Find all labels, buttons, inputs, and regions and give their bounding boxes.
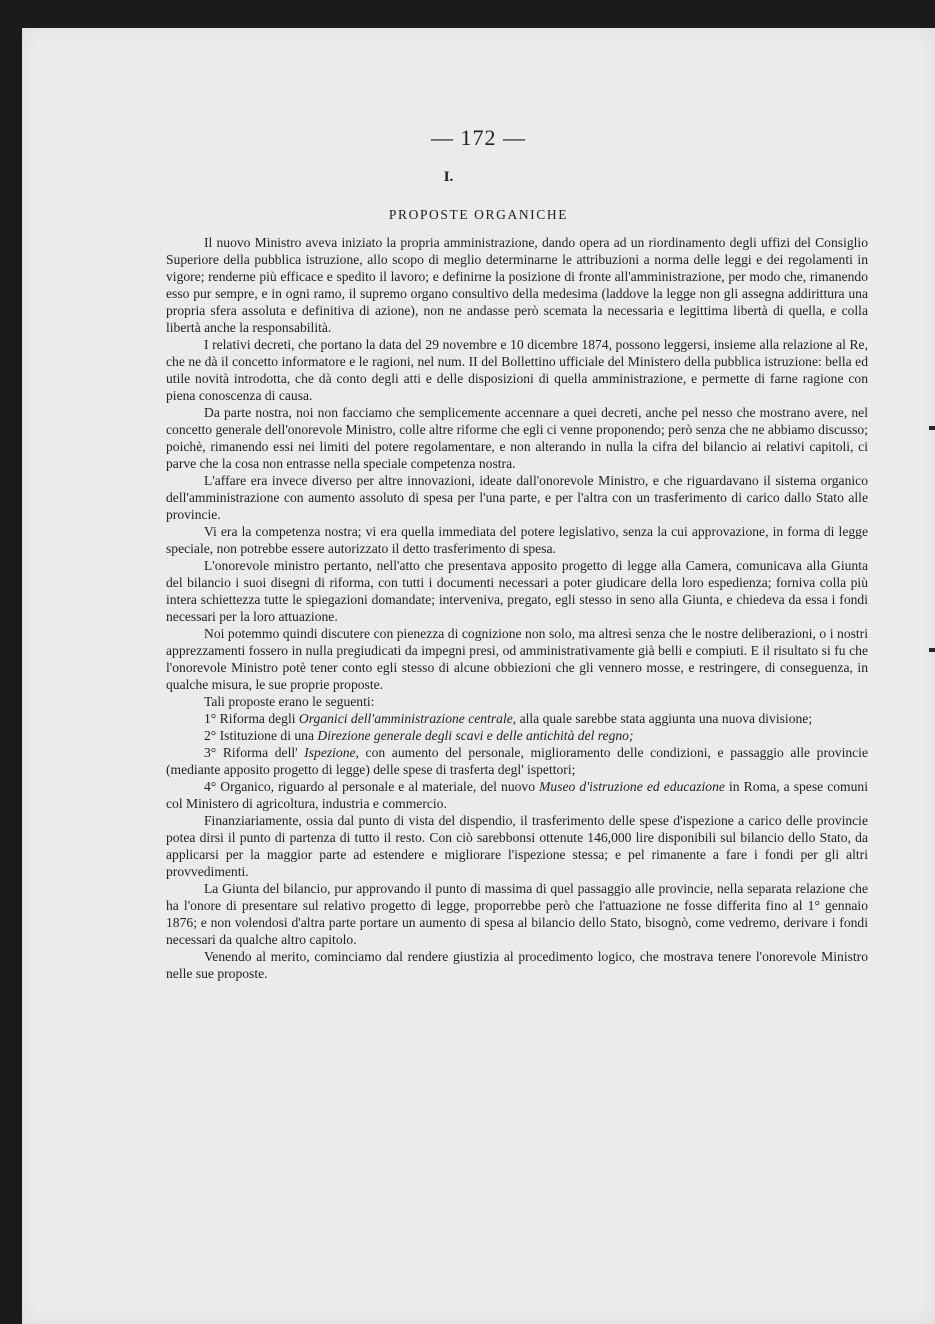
paragraph: L'onorevole ministro pertanto, nell'atto che presentava apposito progetto di legge alla Camera, comunicava alla Giunta del bilancio i suoi disegni di riforma, con tutti i documenti necessari a poter giudicare della loro espedienza; forniva colla più intera schiettezza tutte le spiegazioni domandate; interveniva, pregato, egli stesso in seno alla Giunta, e chiedeva da essa i fondi necessari per la loro attuazione.: [166, 558, 868, 624]
paragraph: Il nuovo Ministro aveva iniziato la propria amministrazione, dando opera ad un riordinamento degli uffizi del Consiglio Superiore della pubblica istruzione, allo scopo di meglio determinarne le attribuzioni a norma delle leggi e dei regolamenti in vigore; renderne più efficace e spedito il lavoro; e definirne la posizione di fronte all'amministrazione, per modo che, rimanendo esso pur sempre, e in ogni ramo, il supremo organo consultivo della medesima (laddove la legge non gli assegna addirittura una propria sfera assoluta e definitiva di azione), non ne andasse però scemata la necessaria e legittima libertà di quella, e colla libertà anche la responsabilità.: [166, 235, 868, 335]
list-item: 4° Organico, riguardo al personale e al materiale, del nuovo Museo d'istruzione ed educazione in Roma, a spese comuni col Ministero di agricoltura, industria e commercio.: [166, 779, 868, 811]
paragraph: Tali proposte erano le seguenti:: [204, 694, 375, 709]
paragraph: Vi era la competenza nostra; vi era quella immediata del potere legislativo, senza la cui approvazione, in forma di legge speciale, non potrebbe essere autorizzato il detto trasferimento di spesa.: [166, 524, 868, 556]
paragraph: Da parte nostra, noi non facciamo che semplicemente accennare a quei decreti, anche pel nesso che mostrano avere, nel concetto generale dell'onorevole Ministro, colle altre riforme che egli ci venne proponendo; però senza che ne abbiamo discusso; poichè, rimanendo essi nei limiti del potere regolamentare, e non alterando in nulla la cifra del bilancio ai relativi capitoli, ci parve che la cosa non entrasse nella speciale competenza nostra.: [166, 405, 868, 471]
paragraph: Noi potemmo quindi discutere con pienezza di cognizione non solo, ma altresì senza che le nostre deliberazioni, o i nostri apprezzamenti fossero in nulla pregiudicati da impegni presi, od amministrativamente già belli e compiuti. E il risultato si fu che l'onorevole Ministro potè tener conto egli stesso di alcune obbiezioni che gli vennero mosse, e restringere, di conseguenza, in qualche misura, le sue proprie proposte.: [166, 626, 868, 692]
edge-mark: [929, 426, 935, 430]
body-text: [166, 234, 868, 982]
list-item: 1° Riforma degli Organici dell'amministrazione centrale, alla quale sarebbe stata aggiunta una nuova divisione;: [204, 711, 813, 726]
list-item: 2° Istituzione di una Direzione generale degli scavi e delle antichità del regno;: [204, 728, 634, 743]
paragraph: Venendo al merito, cominciamo dal rendere giustizia al procedimento logico, che mostrava tenere l'onorevole Ministro nelle sue proposte.: [166, 949, 868, 981]
paragraph: Finanziariamente, ossia dal punto di vista del dispendio, il trasferimento delle spese d'ispezione a carico delle provincie potea dirsi il punto di partenza di tutto il resto. Con ciò sarebbonsi ottenute 146,000 lire disponibili sul bilancio dello Stato, da applicarsi per la maggior parte ad estendere e migliorare l'ispezione stessa; e pel rimanente a fare i fondi per gli altri provvedimenti.: [166, 813, 868, 879]
section-number: I.: [443, 169, 454, 185]
paragraph: L'affare era invece diverso per altre innovazioni, ideate dall'onorevole Ministro, e che riguardavano il sistema organico dell'amministrazione con aumento assoluto di spesa per l'una parte, e per l'altra con un trasferimento di carico dallo Stato alle provincie.: [166, 473, 868, 522]
document-page: [22, 28, 935, 1324]
paragraph: I relativi decreti, che portano la data del 29 novembre e 10 dicembre 1874, possono leggersi, insieme alla relazione al Re, che ne dà il concetto informatore e le ragioni, nel num. II del Bollettino ufficiale del Ministero della pubblica istruzione: bella ed utile novità introdotta, che dà conto degli atti e delle disposizioni di quella amministrazione, e permette di farne ragione con piena conoscenza di causa.: [166, 337, 868, 403]
section-title: PROPOSTE ORGANICHE: [388, 207, 569, 222]
page-number: — 172 —: [431, 125, 526, 150]
paragraph: La Giunta del bilancio, pur approvando il punto di massima di quel passaggio alle provincie, nella separata relazione che ha l'onore di presentare sul relativo progetto di legge, proporrebbe però che l'attuazione ne fosse differita fino al 1° gennaio 1876; e non volendosi d'altra parte portare un aumento di spesa al bilancio dello Stato, bisognò, come vedremo, derivare i fondi necessari da qualche altro capitolo.: [166, 881, 868, 947]
list-item: 3° Riforma dell' Ispezione, con aumento del personale, miglioramento delle condizioni, e passaggio alle provincie (mediante apposito progetto di legge) delle spese di trasferta degl' ispettori;: [166, 745, 868, 777]
edge-mark: [929, 648, 935, 652]
